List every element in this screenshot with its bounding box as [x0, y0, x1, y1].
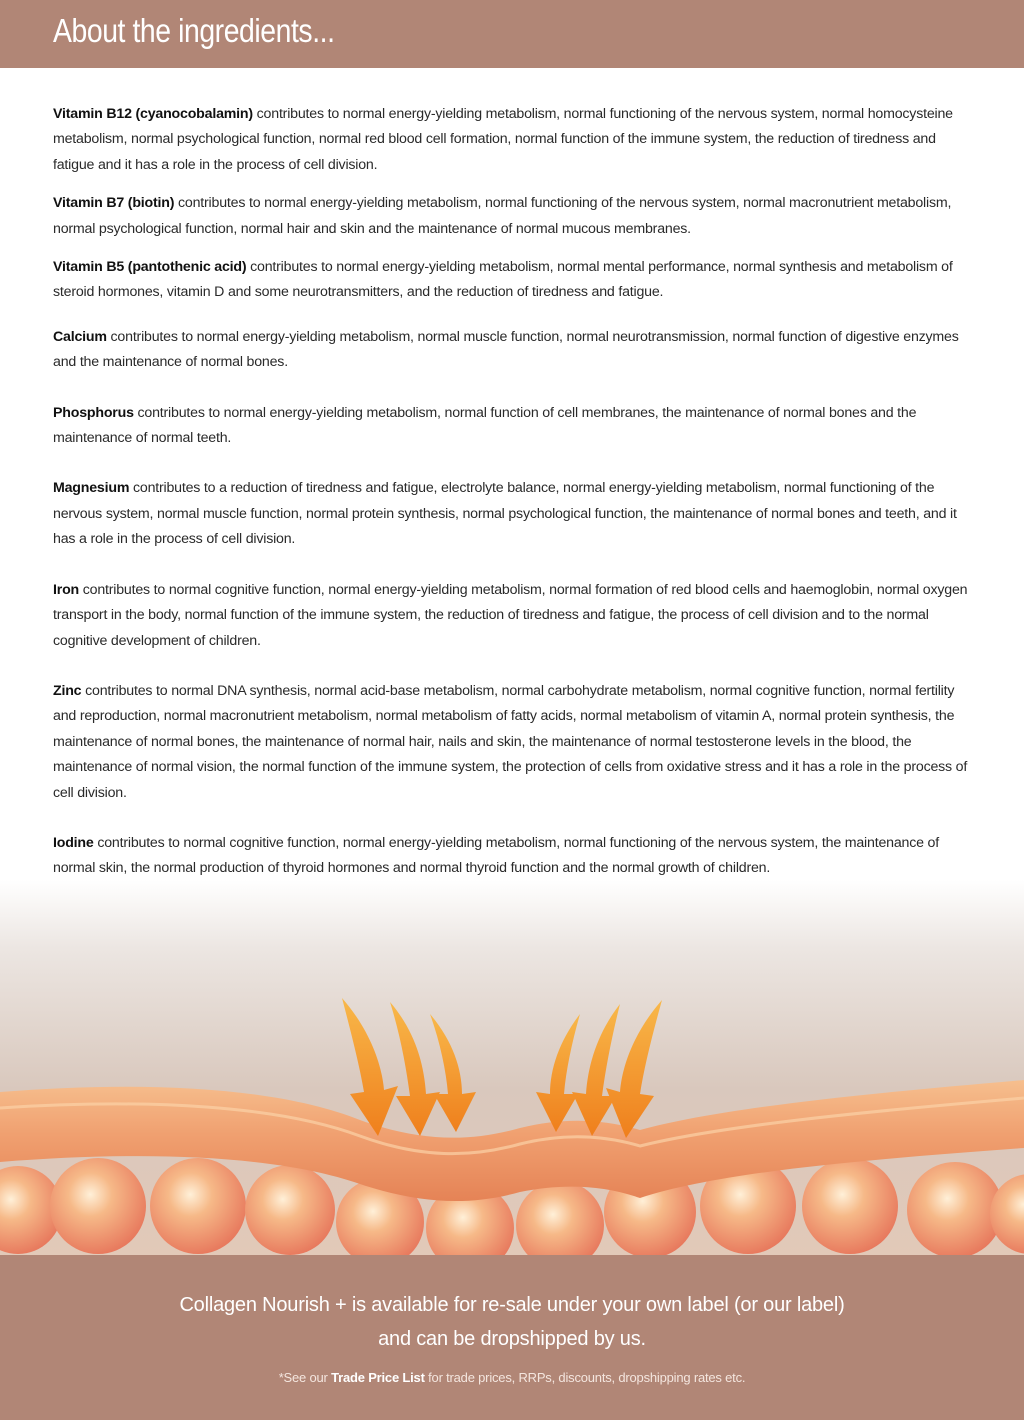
ingredient-description: contributes to normal energy-yielding metabolism, normal functioning of the nervous system, normal macronutrient metabolism, normal psychological function, normal hair and skin and the maintenance of normal mucous membranes. [53, 195, 952, 237]
ingredient-description: contributes to normal DNA synthesis, normal acid-base metabolism, normal carbohydrate metabolism, normal cognitive function, normal fertility and reproduction, normal macronutrient metabolism, normal metabolism of fatty acids, normal metabolism of vitamin A, normal protein synthesis, the maintenance of normal bones, the maintenance of normal hair, nails and skin, the maintenance of normal testosterone levels in the blood, the maintenance of normal vision, the normal function of the immune system, the protection of cells from oxidative stress and it has a role in the process of cell division. [53, 682, 968, 801]
ingredient-paragraph [53, 679, 978, 806]
skin-absorption-illustration [0, 880, 1024, 1260]
ingredient-paragraph [53, 476, 978, 552]
ingredient-paragraph [53, 401, 978, 452]
ingredient-description: contributes to a reduction of tiredness and fatigue, electrolyte balance, normal energy-yielding metabolism, normal functioning of the nervous system, normal muscle function, normal protein synthesis, normal psychological function, the maintenance of normal bones and teeth, and it has a role in the process of cell division. [53, 480, 957, 548]
ingredient-paragraph [53, 102, 978, 178]
ingredient-paragraph [53, 255, 978, 306]
ingredient-name: Vitamin B7 (biotin) [53, 195, 175, 212]
ingredient-name: Iodine [53, 834, 94, 851]
ingredient-paragraph [53, 831, 978, 882]
ingredient-paragraph [53, 578, 978, 654]
ingredient-name: Zinc [53, 682, 82, 699]
ingredient-name: Magnesium [53, 480, 130, 497]
ingredient-description: contributes to normal cognitive function, normal energy-yielding metabolism, normal formation of red blood cells and haemoglobin, normal oxygen transport in the body, normal function of the immune system, the reduction of tiredness and fatigue, the process of cell division and to the normal cognitive development of children. [53, 581, 968, 649]
footer-band [0, 1255, 1024, 1420]
ingredient-paragraph [53, 191, 978, 242]
ingredients-content [53, 102, 978, 882]
trade-price-list-link[interactable]: Trade Price List [331, 1370, 425, 1385]
note-suffix: for trade prices, RRPs, discounts, dropshipping rates etc. [424, 1370, 746, 1385]
note-prefix: *See our [278, 1370, 332, 1385]
ingredient-description: contributes to normal energy-yielding metabolism, normal muscle function, normal neurotransmission, normal function of digestive enzymes and the maintenance of normal bones. [53, 328, 959, 371]
ingredient-paragraph [53, 325, 978, 376]
header-bar [0, 0, 1024, 68]
footer-line-2: and can be dropshipped by us. [378, 1328, 646, 1350]
ingredient-name: Phosphorus [53, 404, 134, 421]
ingredient-description: contributes to normal energy-yielding metabolism, normal function of cell membranes, the maintenance of normal bones and the maintenance of normal teeth. [53, 404, 917, 447]
ingredient-description: contributes to normal cognitive function, normal energy-yielding metabolism, normal functioning of the nervous system, the maintenance of normal skin, the normal production of thyroid hormones and normal thyroid function and the normal growth of children. [53, 834, 939, 877]
footer-line-1: Collagen Nourish + is available for re-sale under your own label (or our label) [179, 1294, 845, 1316]
ingredient-name: Vitamin B5 (pantothenic acid) [53, 259, 247, 276]
page-title: About the ingredients... [53, 12, 335, 49]
ingredient-name: Calcium [53, 328, 107, 345]
ingredient-name: Iron [53, 581, 79, 598]
ingredient-description: contributes to normal energy-yielding metabolism, normal mental performance, normal synthesis and metabolism of steroid hormones, vitamin D and some neurotransmitters, and the reduction of tiredness and fatigue. [53, 259, 953, 301]
footer-note [0, 1370, 1024, 1385]
ingredient-name: Vitamin B12 (cyanocobalamin) [53, 106, 253, 122]
ingredient-description: contributes to normal energy-yielding metabolism, normal functioning of the nervous system, normal homocysteine metabolism, normal psychological function, normal red blood cell formation, normal function of the immune system, the reduction of tiredness and fatigue and it has a role in the process of cell division. [53, 106, 953, 173]
